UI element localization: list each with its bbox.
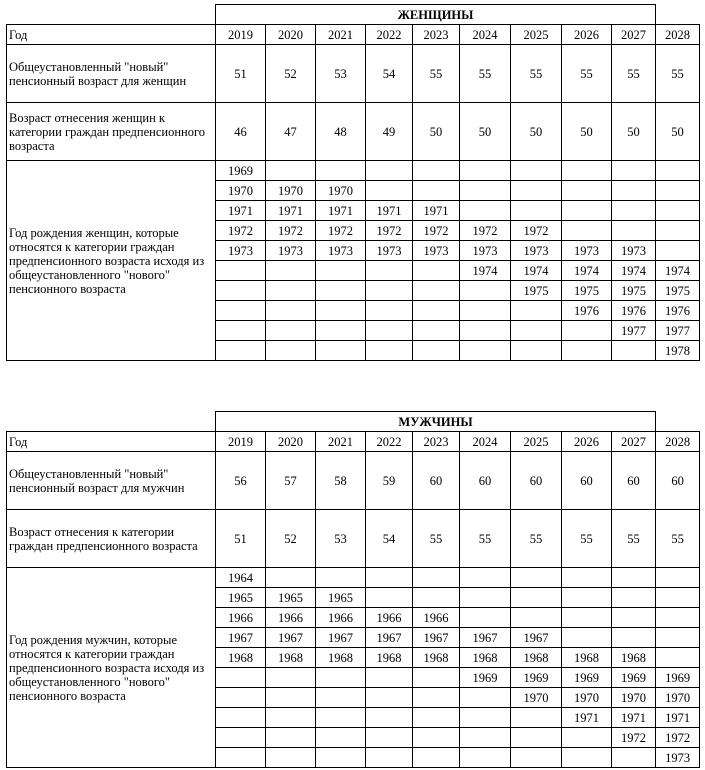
women-year-cell: 2020 <box>266 25 316 45</box>
value-cell: 50 <box>460 103 511 161</box>
birth-year-cell: 1967 <box>511 628 562 648</box>
birth-year-cell <box>413 301 460 321</box>
men-year-row <box>7 432 700 452</box>
birth-year-cell: 1972 <box>316 221 366 241</box>
birth-year-cell <box>511 728 562 748</box>
birth-year-cell: 1966 <box>316 608 366 628</box>
birth-year-cell: 1971 <box>562 708 612 728</box>
birth-year-cell: 1972 <box>266 221 316 241</box>
birth-year-cell <box>511 341 562 361</box>
women-row-pension-age-label: Общеустановленный "новый" пенсионный возраст для женщин <box>7 45 216 103</box>
birth-year-cell <box>460 201 511 221</box>
birth-year-cell: 1970 <box>216 181 266 201</box>
birth-year-cell: 1968 <box>511 648 562 668</box>
men-row-prepension-age <box>7 510 700 568</box>
birth-year-cell <box>656 221 700 241</box>
birth-year-cell <box>266 708 316 728</box>
birth-year-cell <box>266 728 316 748</box>
men-year-cell: 2027 <box>612 432 656 452</box>
birth-year-cell <box>612 161 656 181</box>
birth-year-cell: 1971 <box>266 201 316 221</box>
birth-year-cell: 1967 <box>266 628 316 648</box>
birth-year-cell: 1969 <box>656 668 700 688</box>
men-year-cell: 2025 <box>511 432 562 452</box>
birth-year-cell <box>612 608 656 628</box>
birth-year-cell: 1974 <box>511 261 562 281</box>
men-row-prepension-age-label: Возраст отнесения к категории граждан предпенсионного возраста <box>7 510 216 568</box>
value-cell: 50 <box>511 103 562 161</box>
birth-year-cell: 1968 <box>460 648 511 668</box>
value-cell: 55 <box>460 510 511 568</box>
birth-year-cell: 1971 <box>316 201 366 221</box>
value-cell: 57 <box>266 452 316 510</box>
birth-year-cell <box>316 281 366 301</box>
birth-year-cell <box>216 321 266 341</box>
birth-year-cell <box>460 161 511 181</box>
birth-year-cell <box>460 568 511 588</box>
birth-year-cell: 1973 <box>511 241 562 261</box>
value-cell: 59 <box>366 452 413 510</box>
birth-year-cell <box>413 161 460 181</box>
birth-year-cell <box>316 748 366 768</box>
birth-year-cell <box>316 668 366 688</box>
birth-year-cell: 1976 <box>656 301 700 321</box>
birth-year-cell: 1971 <box>366 201 413 221</box>
birth-year-cell: 1969 <box>511 668 562 688</box>
birth-year-cell <box>216 748 266 768</box>
value-cell: 52 <box>266 510 316 568</box>
birth-year-cell: 1971 <box>413 201 460 221</box>
birth-year-cell: 1970 <box>562 688 612 708</box>
birth-year-cell: 1974 <box>562 261 612 281</box>
value-cell: 51 <box>216 45 266 103</box>
women-year-cell: 2028 <box>656 25 700 45</box>
birth-year-cell: 1966 <box>413 608 460 628</box>
birth-year-cell <box>366 321 413 341</box>
birth-year-cell <box>316 321 366 341</box>
birth-year-cell <box>511 568 562 588</box>
birth-year-cell: 1964 <box>216 568 266 588</box>
value-cell: 60 <box>460 452 511 510</box>
birth-year-cell <box>216 688 266 708</box>
birth-year-cell <box>413 708 460 728</box>
birth-year-cell <box>216 341 266 361</box>
birth-year-cell <box>266 301 316 321</box>
birth-year-cell <box>413 728 460 748</box>
birth-year-cell: 1977 <box>656 321 700 341</box>
birth-year-cell: 1969 <box>612 668 656 688</box>
birth-year-cell <box>316 161 366 181</box>
value-cell: 60 <box>656 452 700 510</box>
birth-year-cell: 1968 <box>316 648 366 668</box>
birth-year-cell: 1975 <box>511 281 562 301</box>
value-cell: 54 <box>366 510 413 568</box>
birth-year-cell <box>266 688 316 708</box>
birth-year-cell <box>316 301 366 321</box>
value-cell: 55 <box>511 45 562 103</box>
birth-year-cell <box>656 241 700 261</box>
birth-year-cell <box>266 321 316 341</box>
value-cell: 60 <box>413 452 460 510</box>
birth-year-cell <box>316 688 366 708</box>
men-year-cell: 2028 <box>656 432 700 452</box>
value-cell: 58 <box>316 452 366 510</box>
birth-year-cell <box>612 181 656 201</box>
birth-year-cell <box>413 321 460 341</box>
birth-year-cell: 1968 <box>562 648 612 668</box>
men-title: МУЖЧИНЫ <box>216 412 656 432</box>
birth-year-cell <box>366 301 413 321</box>
value-cell: 51 <box>216 510 266 568</box>
women-row-pension-age <box>7 45 700 103</box>
birth-year-cell <box>216 261 266 281</box>
birth-year-cell: 1973 <box>460 241 511 261</box>
birth-year-cell <box>612 568 656 588</box>
birth-year-cell: 1969 <box>216 161 266 181</box>
women-title: ЖЕНЩИНЫ <box>216 5 656 25</box>
value-cell: 55 <box>562 45 612 103</box>
value-cell: 50 <box>656 103 700 161</box>
birth-year-cell <box>413 281 460 301</box>
birth-year-cell: 1966 <box>216 608 266 628</box>
birth-year-cell <box>413 588 460 608</box>
women-title-row <box>7 5 700 25</box>
value-cell: 55 <box>460 45 511 103</box>
birth-year-cell: 1972 <box>366 221 413 241</box>
birth-year-cell <box>266 668 316 688</box>
birth-year-cell: 1972 <box>656 728 700 748</box>
birth-year-cell <box>562 181 612 201</box>
birth-year-cell: 1974 <box>460 261 511 281</box>
birth-year-cell: 1973 <box>413 241 460 261</box>
value-cell: 55 <box>562 510 612 568</box>
birth-year-cell <box>266 341 316 361</box>
birth-year-cell: 1968 <box>216 648 266 668</box>
birth-year-cell <box>413 668 460 688</box>
birth-year-cell: 1973 <box>562 241 612 261</box>
birth-year-cell <box>612 221 656 241</box>
birth-year-cell <box>266 161 316 181</box>
birth-year-cell <box>316 261 366 281</box>
value-cell: 55 <box>413 45 460 103</box>
birth-year-cell: 1972 <box>511 221 562 241</box>
value-cell: 53 <box>316 45 366 103</box>
birth-year-cell <box>562 201 612 221</box>
birth-year-cell <box>413 341 460 361</box>
birth-year-cell: 1970 <box>316 181 366 201</box>
birth-year-cell <box>511 708 562 728</box>
birth-year-cell <box>562 748 612 768</box>
women-year-cell: 2026 <box>562 25 612 45</box>
men-year-header: Год <box>7 432 216 452</box>
birth-year-cell <box>511 588 562 608</box>
women-year-cell: 2024 <box>460 25 511 45</box>
value-cell: 50 <box>413 103 460 161</box>
birth-year-cell <box>460 748 511 768</box>
birth-year-cell: 1970 <box>612 688 656 708</box>
birth-year-cell <box>511 201 562 221</box>
birth-year-cell <box>266 568 316 588</box>
birth-year-cell: 1976 <box>612 301 656 321</box>
birth-year-cell: 1968 <box>612 648 656 668</box>
birth-year-cell <box>216 728 266 748</box>
birth-year-cell: 1971 <box>656 708 700 728</box>
value-cell: 54 <box>366 45 413 103</box>
birth-year-cell <box>656 201 700 221</box>
women-year-cell: 2025 <box>511 25 562 45</box>
value-cell: 47 <box>266 103 316 161</box>
birth-year-cell <box>316 568 366 588</box>
birth-year-cell <box>511 321 562 341</box>
birth-year-cell: 1973 <box>656 748 700 768</box>
birth-year-cell <box>656 181 700 201</box>
birth-year-cell: 1967 <box>413 628 460 648</box>
value-cell: 60 <box>562 452 612 510</box>
birth-year-cell: 1975 <box>562 281 612 301</box>
birth-year-cell <box>266 261 316 281</box>
value-cell: 55 <box>612 510 656 568</box>
women-tbody <box>7 5 700 361</box>
women-row-prepension-age-label: Возраст отнесения женщин к категории граждан предпенсионного возраста <box>7 103 216 161</box>
value-cell: 56 <box>216 452 266 510</box>
birth-year-cell: 1971 <box>612 708 656 728</box>
birth-year-cell <box>562 161 612 181</box>
birth-year-cell: 1970 <box>266 181 316 201</box>
birth-year-cell <box>511 301 562 321</box>
value-cell: 46 <box>216 103 266 161</box>
birth-year-cell <box>612 341 656 361</box>
birth-year-cell: 1966 <box>366 608 413 628</box>
birth-year-cell <box>366 588 413 608</box>
birth-year-cell: 1972 <box>216 221 266 241</box>
birth-year-cell <box>366 688 413 708</box>
birth-year-cell: 1966 <box>266 608 316 628</box>
birth-year-cell <box>656 628 700 648</box>
birth-year-cell: 1967 <box>366 628 413 648</box>
value-cell: 48 <box>316 103 366 161</box>
birth-year-cell: 1972 <box>612 728 656 748</box>
birth-year-cell <box>413 568 460 588</box>
birth-year-cell: 1976 <box>562 301 612 321</box>
birth-year-cell <box>460 181 511 201</box>
birth-year-cell <box>562 221 612 241</box>
birth-year-cell: 1965 <box>316 588 366 608</box>
birth-year-cell <box>366 728 413 748</box>
birth-year-cell <box>366 668 413 688</box>
birth-year-cell <box>511 181 562 201</box>
birth-year-cell: 1967 <box>460 628 511 648</box>
women-year-cell: 2022 <box>366 25 413 45</box>
birth-year-cell <box>612 748 656 768</box>
birth-year-cell <box>366 341 413 361</box>
birth-year-cell <box>562 728 612 748</box>
birth-year-cell <box>316 728 366 748</box>
women-year-cell: 2019 <box>216 25 266 45</box>
birth-year-cell: 1974 <box>612 261 656 281</box>
women-birth-label: Год рождения женщин, которые относятся к категории граждан предпенсионного возраста исходя из общеустановленного "нового" пенсионного возраста <box>7 161 216 361</box>
birth-year-cell <box>216 708 266 728</box>
birth-year-cell: 1970 <box>511 688 562 708</box>
birth-year-cell <box>460 608 511 628</box>
birth-year-cell <box>266 281 316 301</box>
birth-year-cell <box>460 341 511 361</box>
value-cell: 49 <box>366 103 413 161</box>
birth-year-cell: 1971 <box>216 201 266 221</box>
birth-year-cell <box>460 688 511 708</box>
birth-year-cell: 1973 <box>612 241 656 261</box>
birth-year-cell <box>413 688 460 708</box>
women-birth-row <box>7 161 700 181</box>
birth-year-cell <box>656 588 700 608</box>
birth-year-cell <box>413 748 460 768</box>
birth-year-cell: 1965 <box>216 588 266 608</box>
value-cell: 55 <box>612 45 656 103</box>
value-cell: 60 <box>511 452 562 510</box>
birth-year-cell <box>612 588 656 608</box>
birth-year-cell: 1973 <box>366 241 413 261</box>
birth-year-cell: 1977 <box>612 321 656 341</box>
birth-year-cell <box>413 181 460 201</box>
birth-year-cell: 1968 <box>366 648 413 668</box>
birth-year-cell <box>612 201 656 221</box>
women-table <box>6 4 700 361</box>
birth-year-cell <box>366 161 413 181</box>
birth-year-cell <box>656 648 700 668</box>
women-year-header: Год <box>7 25 216 45</box>
birth-year-cell <box>460 708 511 728</box>
birth-year-cell <box>460 281 511 301</box>
birth-year-cell <box>460 301 511 321</box>
birth-year-cell <box>216 301 266 321</box>
birth-year-cell <box>366 261 413 281</box>
birth-year-cell <box>511 608 562 628</box>
birth-year-cell: 1973 <box>216 241 266 261</box>
birth-year-cell <box>562 321 612 341</box>
birth-year-cell: 1972 <box>413 221 460 241</box>
birth-year-cell <box>216 668 266 688</box>
men-birth-label: Год рождения мужчин, которые относятся к категории граждан предпенсионного возраста исходя из общеустановленного "нового" пенсионного возраста <box>7 568 216 768</box>
men-year-cell: 2023 <box>413 432 460 452</box>
men-birth-row <box>7 568 700 588</box>
women-year-row <box>7 25 700 45</box>
value-cell: 53 <box>316 510 366 568</box>
birth-year-cell: 1968 <box>413 648 460 668</box>
men-year-cell: 2026 <box>562 432 612 452</box>
birth-year-cell <box>656 608 700 628</box>
birth-year-cell <box>511 161 562 181</box>
birth-year-cell <box>562 341 612 361</box>
birth-year-cell: 1973 <box>266 241 316 261</box>
birth-year-cell: 1969 <box>460 668 511 688</box>
birth-year-cell <box>562 588 612 608</box>
birth-year-cell <box>562 568 612 588</box>
birth-year-cell: 1969 <box>562 668 612 688</box>
birth-year-cell: 1967 <box>316 628 366 648</box>
birth-year-cell: 1972 <box>460 221 511 241</box>
value-cell: 55 <box>413 510 460 568</box>
men-year-cell: 2021 <box>316 432 366 452</box>
birth-year-cell <box>316 708 366 728</box>
value-cell: 52 <box>266 45 316 103</box>
value-cell: 60 <box>612 452 656 510</box>
birth-year-cell: 1975 <box>612 281 656 301</box>
birth-year-cell <box>413 261 460 281</box>
birth-year-cell <box>612 628 656 648</box>
men-year-cell: 2019 <box>216 432 266 452</box>
men-year-cell: 2022 <box>366 432 413 452</box>
women-row-prepension-age <box>7 103 700 161</box>
birth-year-cell <box>366 708 413 728</box>
birth-year-cell <box>656 568 700 588</box>
men-row-pension-age-label: Общеустановленный "новый" пенсионный возраст для мужчин <box>7 452 216 510</box>
birth-year-cell: 1967 <box>216 628 266 648</box>
birth-year-cell <box>366 568 413 588</box>
birth-year-cell: 1965 <box>266 588 316 608</box>
birth-year-cell: 1978 <box>656 341 700 361</box>
men-title-row <box>7 412 700 432</box>
birth-year-cell: 1970 <box>656 688 700 708</box>
men-row-pension-age <box>7 452 700 510</box>
women-year-cell: 2021 <box>316 25 366 45</box>
women-year-cell: 2023 <box>413 25 460 45</box>
value-cell: 50 <box>612 103 656 161</box>
birth-year-cell <box>656 161 700 181</box>
birth-year-cell <box>266 748 316 768</box>
birth-year-cell <box>460 728 511 748</box>
birth-year-cell <box>216 281 266 301</box>
birth-year-cell <box>366 748 413 768</box>
birth-year-cell: 1973 <box>316 241 366 261</box>
value-cell: 50 <box>562 103 612 161</box>
birth-year-cell <box>366 181 413 201</box>
men-tbody <box>7 412 700 768</box>
men-year-cell: 2024 <box>460 432 511 452</box>
men-table <box>6 411 700 768</box>
birth-year-cell <box>460 321 511 341</box>
birth-year-cell <box>460 588 511 608</box>
value-cell: 55 <box>656 45 700 103</box>
birth-year-cell <box>366 281 413 301</box>
value-cell: 55 <box>511 510 562 568</box>
birth-year-cell <box>316 341 366 361</box>
birth-year-cell: 1975 <box>656 281 700 301</box>
birth-year-cell <box>511 748 562 768</box>
birth-year-cell <box>562 608 612 628</box>
birth-year-cell: 1974 <box>656 261 700 281</box>
birth-year-cell: 1968 <box>266 648 316 668</box>
value-cell: 55 <box>656 510 700 568</box>
women-year-cell: 2027 <box>612 25 656 45</box>
men-year-cell: 2020 <box>266 432 316 452</box>
birth-year-cell <box>562 628 612 648</box>
